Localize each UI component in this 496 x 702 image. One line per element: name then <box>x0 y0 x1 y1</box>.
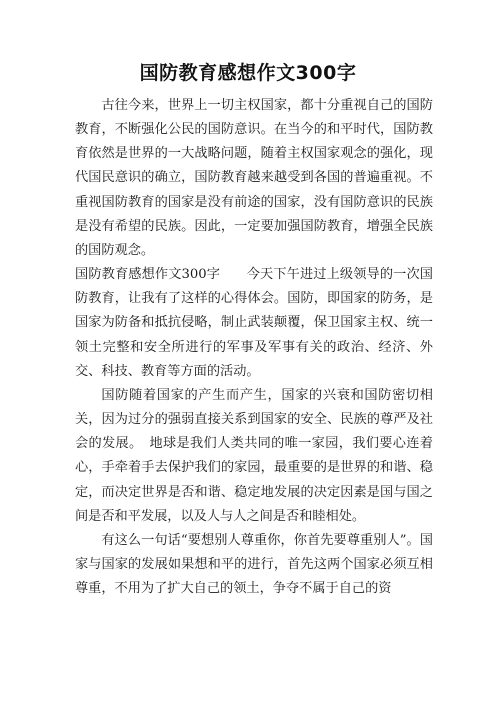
document-body <box>75 94 433 601</box>
paragraph-2: 国防教育感想作文300字 今天下午进过上级领导的一次国防教育，让我有了这样的心得体会。国防，即国家的防务，是国家为防备和抵抗侵略，制止武装颠覆，保卫国家主权、统一领土完整和安全所进行的军事及军事有关的政治、经济、外交、科技、教育等方面的活动。 <box>75 267 433 379</box>
document-title: 国防教育感想作文300字 <box>139 62 357 84</box>
paragraph-3: 国防随着国家的产生而产生，国家的兴衰和国防密切相关，因为过分的强弱直接关系到国家的安全、民族的尊严及社会的发展。 地球是我们人类共同的唯一家园，我们要心连着心，手牵着手去保护我们的家园，最重要的是世界的和谐、稳定，而决定世界是否和谐、稳定地发展的决定因素是国与国之间是否和平发展，以及人与人之间是否和睦相处。 <box>75 387 433 524</box>
paragraph-4: 有这么一句话“要想别人尊重你，你首先要尊重别人”。国家与国家的发展如果想和平的进行，首先这两个国家必须互相尊重，不用为了扩大自己的领土，争夺不属于自己的资 <box>75 532 433 597</box>
paragraph-1: 古往今来，世界上一切主权国家，都十分重视自己的国防教育，不断强化公民的国防意识。在当今的和平时代，国防教育依然是世界的一大战略问题，随着主权国家观念的强化，现代国民意识的确立，国防教育越来越受到各国的普遍重视。不重视国防教育的国家是没有前途的国家，没有国防意识的民族是没有希望的民族。因此，一定要加强国防教育，增强全民族的国防观念。 <box>75 98 433 258</box>
